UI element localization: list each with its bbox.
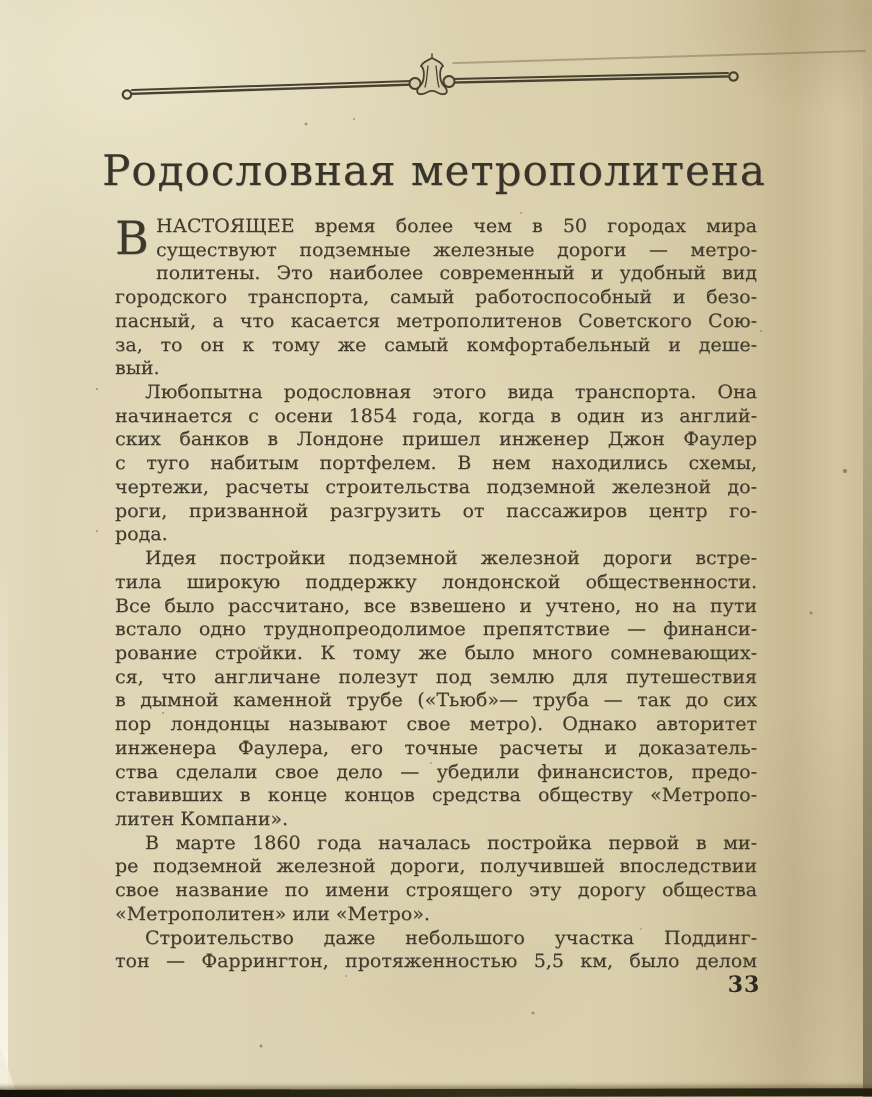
text-line: вый.: [115, 357, 160, 380]
header-rule-ornament-icon: [118, 52, 748, 110]
text-line: в дымной каменной трубе («Тьюб»— труба — так до сих: [115, 689, 757, 712]
paragraph: [115, 927, 757, 974]
text-line: Все было рассчитано, все взвешено и учтено, но на пути: [115, 594, 757, 617]
text-line: ставивших в конце концов средства обществу «Метропо-: [115, 784, 757, 807]
text-line: начинается с осени 1854 года, когда в один из англий-: [115, 404, 757, 427]
text-line: пасный, а что касается метрополитенов Советского Сою-: [115, 309, 757, 332]
text-line: встало одно труднопреодолимое препятствие — финанси-: [115, 618, 757, 641]
text-line: НАСТОЯЩЕЕ время более чем в 50 городах мира: [156, 215, 757, 237]
text-line: свое название по имени строящего эту дорогу общества: [115, 879, 757, 902]
text-line: рода.: [115, 523, 168, 546]
page-left-edge-highlight: [0, 560, 8, 1092]
text-line: Идея постройки подземной железной дороги встре-: [145, 547, 757, 570]
text-line: ре подземной железной дороги, получившей впоследствии: [115, 855, 757, 878]
drop-cap: В: [115, 211, 149, 265]
text-line: Строительство даже небольшого участка Поддинг-: [145, 926, 757, 949]
text-line: пор лондонцы называют свое метро). Однако авторитет: [115, 713, 757, 736]
text-line: тон — Фаррингтон, протяженностью 5,5 км, было делом: [115, 950, 757, 973]
text-line: Любопытна родословная этого вида транспорта. Она: [145, 381, 757, 404]
paragraph: [115, 547, 757, 832]
body-text: [115, 211, 757, 974]
scan-bottom-edge: [0, 1088, 872, 1097]
text-line: за, то он к тому же самый комфортабельный и деше-: [115, 333, 757, 356]
text-line: тила широкую поддержку лондонской общественности.: [115, 570, 757, 593]
text-line: роги, призванной разгрузить от пассажиров центр го-: [115, 499, 757, 522]
text-line: ства сделали свое дело — убедили финансистов, предо-: [115, 760, 757, 783]
text-line: с туго набитым портфелем. В нем находились схемы,: [115, 452, 757, 475]
text-line: «Метрополитен» или «Метро».: [115, 902, 430, 925]
text-line: В марте 1860 года началась постройка первой в ми-: [145, 831, 757, 854]
text-line: политены. Это наиболее современный и удобный вид: [156, 262, 757, 285]
paragraph: [115, 832, 757, 927]
text-line: чертежи, расчеты строительства подземной железной до-: [115, 475, 757, 498]
page-number: 33: [727, 972, 761, 998]
text-line: существуют подземные железные дороги — метро-: [156, 238, 757, 261]
paragraph: [115, 381, 757, 547]
text-line: литен Компани».: [115, 807, 289, 830]
text-line: ских банков в Лондоне пришел инженер Джон Фаулер: [115, 428, 757, 451]
page-corner-bottom-left: [0, 1046, 16, 1092]
text-line: инженера Фаулера, его точные расчеты и доказатель-: [115, 736, 757, 759]
text-line: рование стройки. К тому же было много сомневающих-: [115, 641, 757, 664]
paragraph: [115, 211, 757, 381]
text-line: ся, что англичане полезут под землю для путешествия: [115, 665, 757, 688]
text-line: городского транспорта, самый работоспособный и безо-: [115, 286, 757, 309]
page-title: Родословная метрополитена: [102, 146, 766, 195]
paper-specks: [0, 0, 2, 2]
